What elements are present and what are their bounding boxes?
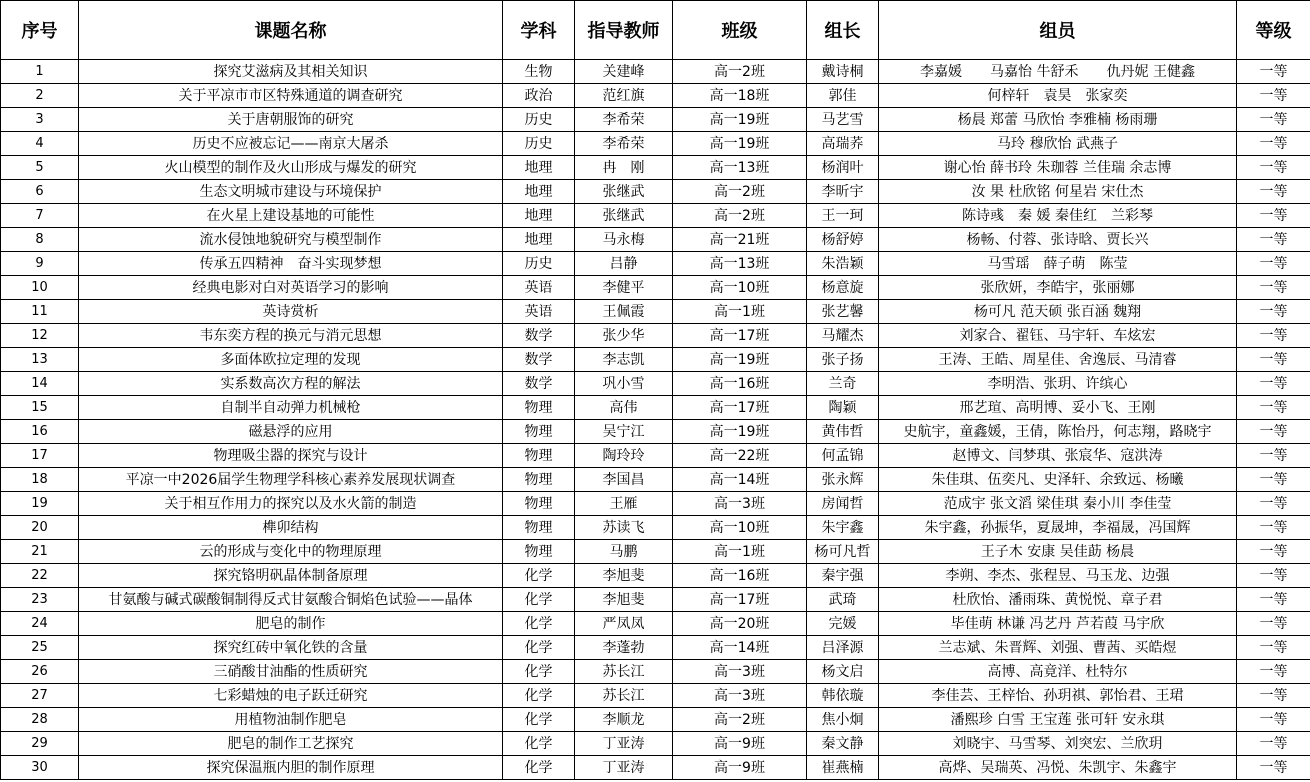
cell-title: 磁悬浮的应用 [79, 420, 503, 444]
table-row [1, 204, 1310, 228]
cell-members: 王涛、王皓、周星佳、舍逸辰、马清睿 [879, 348, 1237, 372]
cell-members: 毕佳萌 林谦 冯艺丹 芦若葭 马宇欣 [879, 612, 1237, 636]
cell-grade: 一等 [1237, 588, 1310, 612]
cell-title: 关于唐朝服饰的研究 [79, 108, 503, 132]
cell-class: 高一19班 [673, 348, 807, 372]
cell-grade: 一等 [1237, 636, 1310, 660]
cell-members: 潘熙珍 白雪 王宝莲 张可轩 安永琪 [879, 708, 1237, 732]
cell-index: 17 [1, 444, 79, 468]
cell-teacher: 张少华 [575, 324, 673, 348]
cell-members: 杨晨 郑蕾 马欣怡 李雅楠 杨雨珊 [879, 108, 1237, 132]
cell-leader: 张艺馨 [807, 300, 879, 324]
cell-grade: 一等 [1237, 372, 1310, 396]
cell-subject: 化学 [503, 588, 575, 612]
cell-subject: 化学 [503, 756, 575, 780]
cell-grade: 一等 [1237, 180, 1310, 204]
cell-class: 高一1班 [673, 540, 807, 564]
cell-subject: 历史 [503, 108, 575, 132]
cell-teacher: 李健平 [575, 276, 673, 300]
header-title: 课题名称 [79, 1, 503, 60]
cell-grade: 一等 [1237, 564, 1310, 588]
cell-leader: 秦文静 [807, 732, 879, 756]
cell-leader: 朱宇鑫 [807, 516, 879, 540]
cell-title: 七彩蜡烛的电子跃迁研究 [79, 684, 503, 708]
cell-members: 范成宇 张文滔 梁佳琪 秦小川 李佳莹 [879, 492, 1237, 516]
cell-leader: 黄伟哲 [807, 420, 879, 444]
cell-class: 高一19班 [673, 420, 807, 444]
cell-teacher: 张继武 [575, 204, 673, 228]
cell-class: 高一9班 [673, 732, 807, 756]
table-row [1, 660, 1310, 684]
table-body [1, 60, 1310, 780]
cell-title: 三硝酸甘油酯的性质研究 [79, 660, 503, 684]
cell-grade: 一等 [1237, 348, 1310, 372]
cell-title: 关于相互作用力的探究以及水火箭的制造 [79, 492, 503, 516]
header-class: 班级 [673, 1, 807, 60]
cell-leader: 张永辉 [807, 468, 879, 492]
cell-leader: 房闻哲 [807, 492, 879, 516]
cell-class: 高一20班 [673, 612, 807, 636]
table-row [1, 684, 1310, 708]
cell-index: 8 [1, 228, 79, 252]
table-row [1, 420, 1310, 444]
cell-leader: 崔燕楠 [807, 756, 879, 780]
cell-index: 26 [1, 660, 79, 684]
cell-class: 高一17班 [673, 588, 807, 612]
cell-teacher: 丁亚涛 [575, 756, 673, 780]
cell-members: 高博、高竟洋、杜特尔 [879, 660, 1237, 684]
cell-teacher: 李希荣 [575, 108, 673, 132]
cell-class: 高一16班 [673, 372, 807, 396]
table-row [1, 588, 1310, 612]
table-row [1, 132, 1310, 156]
cell-class: 高一2班 [673, 708, 807, 732]
cell-subject: 英语 [503, 300, 575, 324]
cell-members: 邢艺瑄、高明博、妥小飞、王刚 [879, 396, 1237, 420]
cell-subject: 地理 [503, 228, 575, 252]
cell-index: 7 [1, 204, 79, 228]
cell-subject: 物理 [503, 396, 575, 420]
cell-leader: 完媛 [807, 612, 879, 636]
cell-subject: 化学 [503, 660, 575, 684]
cell-grade: 一等 [1237, 252, 1310, 276]
cell-title: 在火星上建设基地的可能性 [79, 204, 503, 228]
cell-subject: 物理 [503, 516, 575, 540]
cell-index: 6 [1, 180, 79, 204]
cell-title: 平凉一中2026届学生物理学科核心素养发展现状调查 [79, 468, 503, 492]
cell-index: 30 [1, 756, 79, 780]
cell-subject: 化学 [503, 612, 575, 636]
cell-class: 高一13班 [673, 156, 807, 180]
table-row [1, 324, 1310, 348]
cell-index: 20 [1, 516, 79, 540]
cell-title: 历史不应被忘记——南京大屠杀 [79, 132, 503, 156]
cell-title: 肥皂的制作 [79, 612, 503, 636]
cell-teacher: 苏长江 [575, 684, 673, 708]
cell-subject: 数学 [503, 372, 575, 396]
cell-members: 杨可凡 范天硕 张百涵 魏翔 [879, 300, 1237, 324]
cell-class: 高一17班 [673, 396, 807, 420]
cell-members: 史航宇，童鑫媛，王倩，陈怡丹，何志翔，路晓宇 [879, 420, 1237, 444]
cell-leader: 李昕宇 [807, 180, 879, 204]
cell-index: 15 [1, 396, 79, 420]
table-row [1, 564, 1310, 588]
cell-leader: 杨舒婷 [807, 228, 879, 252]
cell-members: 刘晓宇、马雪琴、刘突宏、兰欣玥 [879, 732, 1237, 756]
cell-subject: 政治 [503, 84, 575, 108]
cell-class: 高一13班 [673, 252, 807, 276]
table-row [1, 276, 1310, 300]
cell-teacher: 苏读飞 [575, 516, 673, 540]
table-row [1, 60, 1310, 84]
cell-title: 榫卯结构 [79, 516, 503, 540]
cell-class: 高一14班 [673, 636, 807, 660]
cell-leader: 何孟锦 [807, 444, 879, 468]
cell-index: 27 [1, 684, 79, 708]
cell-members: 马雪瑶 薛子萌 陈莹 [879, 252, 1237, 276]
cell-grade: 一等 [1237, 420, 1310, 444]
cell-index: 3 [1, 108, 79, 132]
table-row [1, 540, 1310, 564]
cell-subject: 生物 [503, 60, 575, 84]
cell-subject: 化学 [503, 636, 575, 660]
table-row [1, 228, 1310, 252]
cell-title: 肥皂的制作工艺探究 [79, 732, 503, 756]
cell-teacher: 苏长江 [575, 660, 673, 684]
cell-class: 高一2班 [673, 180, 807, 204]
cell-teacher: 冉 刚 [575, 156, 673, 180]
cell-subject: 化学 [503, 708, 575, 732]
cell-grade: 一等 [1237, 108, 1310, 132]
cell-grade: 一等 [1237, 60, 1310, 84]
cell-class: 高一3班 [673, 492, 807, 516]
cell-leader: 吕泽源 [807, 636, 879, 660]
cell-class: 高一2班 [673, 60, 807, 84]
cell-grade: 一等 [1237, 756, 1310, 780]
cell-subject: 数学 [503, 324, 575, 348]
cell-teacher: 丁亚涛 [575, 732, 673, 756]
table-row [1, 348, 1310, 372]
header-subject: 学科 [503, 1, 575, 60]
table-row [1, 444, 1310, 468]
cell-grade: 一等 [1237, 396, 1310, 420]
cell-grade: 一等 [1237, 540, 1310, 564]
cell-index: 25 [1, 636, 79, 660]
table-row [1, 156, 1310, 180]
cell-subject: 地理 [503, 180, 575, 204]
cell-members: 朱宇鑫，孙振华，夏晟坤，李福晟，冯国辉 [879, 516, 1237, 540]
table-row [1, 180, 1310, 204]
table-row [1, 756, 1310, 780]
cell-class: 高一9班 [673, 756, 807, 780]
cell-grade: 一等 [1237, 204, 1310, 228]
cell-title: 探究红砖中氧化铁的含量 [79, 636, 503, 660]
cell-class: 高一16班 [673, 564, 807, 588]
cell-teacher: 李旭斐 [575, 564, 673, 588]
cell-members: 李朔、李杰、张程昱、马玉龙、边强 [879, 564, 1237, 588]
cell-title: 自制半自动弹力机械枪 [79, 396, 503, 420]
table-row [1, 636, 1310, 660]
table-row [1, 492, 1310, 516]
cell-leader: 杨文启 [807, 660, 879, 684]
cell-subject: 地理 [503, 204, 575, 228]
cell-subject: 物理 [503, 444, 575, 468]
cell-members: 张欣妍，李皓宇，张丽娜 [879, 276, 1237, 300]
cell-subject: 化学 [503, 564, 575, 588]
cell-grade: 一等 [1237, 516, 1310, 540]
cell-grade: 一等 [1237, 732, 1310, 756]
cell-index: 23 [1, 588, 79, 612]
cell-subject: 物理 [503, 540, 575, 564]
table-row [1, 612, 1310, 636]
cell-teacher: 王雁 [575, 492, 673, 516]
cell-title: 用植物油制作肥皂 [79, 708, 503, 732]
table-row [1, 468, 1310, 492]
cell-grade: 一等 [1237, 324, 1310, 348]
cell-title: 流水侵蚀地貌研究与模型制作 [79, 228, 503, 252]
cell-index: 29 [1, 732, 79, 756]
cell-class: 高一3班 [673, 684, 807, 708]
cell-leader: 郭佳 [807, 84, 879, 108]
cell-teacher: 张继武 [575, 180, 673, 204]
header-row [1, 1, 1310, 60]
cell-subject: 化学 [503, 684, 575, 708]
cell-teacher: 李顺龙 [575, 708, 673, 732]
table-row [1, 708, 1310, 732]
cell-teacher: 关建峰 [575, 60, 673, 84]
cell-index: 16 [1, 420, 79, 444]
cell-members: 谢心怡 薛书玲 朱珈蓉 兰佳瑞 余志博 [879, 156, 1237, 180]
cell-teacher: 李蓬勃 [575, 636, 673, 660]
cell-leader: 杨可凡哲 [807, 540, 879, 564]
cell-teacher: 范红旗 [575, 84, 673, 108]
cell-subject: 英语 [503, 276, 575, 300]
cell-grade: 一等 [1237, 660, 1310, 684]
cell-leader: 马耀杰 [807, 324, 879, 348]
cell-members: 马玲 穆欣怡 武燕子 [879, 132, 1237, 156]
cell-teacher: 李希荣 [575, 132, 673, 156]
cell-grade: 一等 [1237, 84, 1310, 108]
cell-index: 19 [1, 492, 79, 516]
header-leader: 组长 [807, 1, 879, 60]
cell-title: 多面体欧拉定理的发现 [79, 348, 503, 372]
cell-class: 高一3班 [673, 660, 807, 684]
cell-leader: 朱浩颖 [807, 252, 879, 276]
cell-index: 5 [1, 156, 79, 180]
table-row [1, 516, 1310, 540]
cell-subject: 地理 [503, 156, 575, 180]
cell-class: 高一14班 [673, 468, 807, 492]
header-teacher: 指导教师 [575, 1, 673, 60]
cell-title: 探究铬明矾晶体制备原理 [79, 564, 503, 588]
cell-index: 22 [1, 564, 79, 588]
cell-members: 李佳芸、王梓怡、孙玥祺、郭怡君、王珺 [879, 684, 1237, 708]
cell-teacher: 巩小雪 [575, 372, 673, 396]
cell-members: 李明浩、张玥、许缤心 [879, 372, 1237, 396]
cell-index: 10 [1, 276, 79, 300]
cell-grade: 一等 [1237, 684, 1310, 708]
cell-subject: 历史 [503, 252, 575, 276]
cell-class: 高一1班 [673, 300, 807, 324]
cell-grade: 一等 [1237, 300, 1310, 324]
table-row [1, 84, 1310, 108]
cell-grade: 一等 [1237, 612, 1310, 636]
cell-class: 高一19班 [673, 132, 807, 156]
table-row [1, 252, 1310, 276]
cell-grade: 一等 [1237, 156, 1310, 180]
cell-members: 陈诗彧 秦 媛 秦佳红 兰彩琴 [879, 204, 1237, 228]
cell-class: 高一2班 [673, 204, 807, 228]
cell-title: 实系数高次方程的解法 [79, 372, 503, 396]
cell-index: 13 [1, 348, 79, 372]
cell-members: 兰志斌、朱晋辉、刘强、曹茜、买皓煜 [879, 636, 1237, 660]
cell-title: 甘氨酸与碱式碳酸铜制得反式甘氨酸合铜焰色试验——晶体 [79, 588, 503, 612]
cell-class: 高一17班 [673, 324, 807, 348]
cell-leader: 韩依璇 [807, 684, 879, 708]
cell-title: 传承五四精神 奋斗实现梦想 [79, 252, 503, 276]
cell-index: 14 [1, 372, 79, 396]
cell-members: 杨畅、付蓉、张诗晗、贾长兴 [879, 228, 1237, 252]
cell-leader: 戴诗桐 [807, 60, 879, 84]
cell-members: 刘家合、翟钰、马宇轩、车炫宏 [879, 324, 1237, 348]
cell-index: 24 [1, 612, 79, 636]
cell-leader: 高瑞荞 [807, 132, 879, 156]
cell-index: 12 [1, 324, 79, 348]
cell-leader: 王一珂 [807, 204, 879, 228]
cell-grade: 一等 [1237, 492, 1310, 516]
cell-members: 杜欣怡、潘雨珠、黄悦悦、章子君 [879, 588, 1237, 612]
cell-index: 9 [1, 252, 79, 276]
cell-index: 28 [1, 708, 79, 732]
header-members: 组员 [879, 1, 1237, 60]
cell-index: 18 [1, 468, 79, 492]
table-row [1, 396, 1310, 420]
cell-members: 高烨、吴瑞英、冯悦、朱凯宇、朱鑫宇 [879, 756, 1237, 780]
cell-title: 英诗赏析 [79, 300, 503, 324]
cell-title: 火山模型的制作及火山形成与爆发的研究 [79, 156, 503, 180]
cell-class: 高一10班 [673, 516, 807, 540]
cell-class: 高一21班 [673, 228, 807, 252]
cell-teacher: 严凤凤 [575, 612, 673, 636]
cell-index: 21 [1, 540, 79, 564]
cell-teacher: 李国昌 [575, 468, 673, 492]
cell-subject: 化学 [503, 732, 575, 756]
cell-class: 高一10班 [673, 276, 807, 300]
cell-teacher: 王佩霞 [575, 300, 673, 324]
cell-subject: 数学 [503, 348, 575, 372]
cell-grade: 一等 [1237, 444, 1310, 468]
cell-members: 李嘉媛 马嘉怡 牛舒禾 仇丹妮 王健鑫 [879, 60, 1237, 84]
cell-grade: 一等 [1237, 132, 1310, 156]
cell-teacher: 李旭斐 [575, 588, 673, 612]
cell-teacher: 马永梅 [575, 228, 673, 252]
cell-leader: 杨意旋 [807, 276, 879, 300]
table-row [1, 108, 1310, 132]
cell-subject: 物理 [503, 492, 575, 516]
cell-index: 11 [1, 300, 79, 324]
header-grade: 等级 [1237, 1, 1310, 60]
cell-grade: 一等 [1237, 468, 1310, 492]
cell-leader: 马艺雪 [807, 108, 879, 132]
cell-class: 高一18班 [673, 84, 807, 108]
cell-subject: 物理 [503, 420, 575, 444]
cell-grade: 一等 [1237, 228, 1310, 252]
cell-leader: 武琦 [807, 588, 879, 612]
cell-title: 探究艾滋病及其相关知识 [79, 60, 503, 84]
cell-leader: 兰奇 [807, 372, 879, 396]
cell-class: 高一22班 [673, 444, 807, 468]
cell-title: 生态文明城市建设与环境保护 [79, 180, 503, 204]
cell-teacher: 吴宁江 [575, 420, 673, 444]
header-index: 序号 [1, 1, 79, 60]
cell-index: 4 [1, 132, 79, 156]
cell-index: 2 [1, 84, 79, 108]
cell-subject: 物理 [503, 468, 575, 492]
cell-leader: 焦小炯 [807, 708, 879, 732]
cell-teacher: 高伟 [575, 396, 673, 420]
table-row [1, 732, 1310, 756]
cell-teacher: 李志凯 [575, 348, 673, 372]
cell-members: 何梓轩 袁昊 张家奕 [879, 84, 1237, 108]
cell-class: 高一19班 [673, 108, 807, 132]
cell-members: 朱佳琪、伍奕凡、史泽轩、余致远、杨曦 [879, 468, 1237, 492]
cell-grade: 一等 [1237, 276, 1310, 300]
cell-leader: 秦宇强 [807, 564, 879, 588]
table-row [1, 372, 1310, 396]
cell-leader: 张子扬 [807, 348, 879, 372]
cell-title: 云的形成与变化中的物理原理 [79, 540, 503, 564]
cell-leader: 陶颖 [807, 396, 879, 420]
cell-title: 物理吸尘器的探究与设计 [79, 444, 503, 468]
cell-members: 王子木 安康 吴佳莇 杨晨 [879, 540, 1237, 564]
cell-title: 探究保温瓶内胆的制作原理 [79, 756, 503, 780]
cell-teacher: 陶玲玲 [575, 444, 673, 468]
cell-title: 韦东奕方程的换元与消元思想 [79, 324, 503, 348]
cell-leader: 杨润叶 [807, 156, 879, 180]
cell-members: 赵博文、闫梦琪、张宸华、寇洪涛 [879, 444, 1237, 468]
cell-teacher: 马鹏 [575, 540, 673, 564]
cell-teacher: 吕静 [575, 252, 673, 276]
cell-subject: 历史 [503, 132, 575, 156]
cell-members: 汝 果 杜欣铭 何星岩 宋仕杰 [879, 180, 1237, 204]
table-row [1, 300, 1310, 324]
cell-index: 1 [1, 60, 79, 84]
cell-grade: 一等 [1237, 708, 1310, 732]
cell-title: 经典电影对白对英语学习的影响 [79, 276, 503, 300]
cell-title: 关于平凉市市区特殊通道的调查研究 [79, 84, 503, 108]
